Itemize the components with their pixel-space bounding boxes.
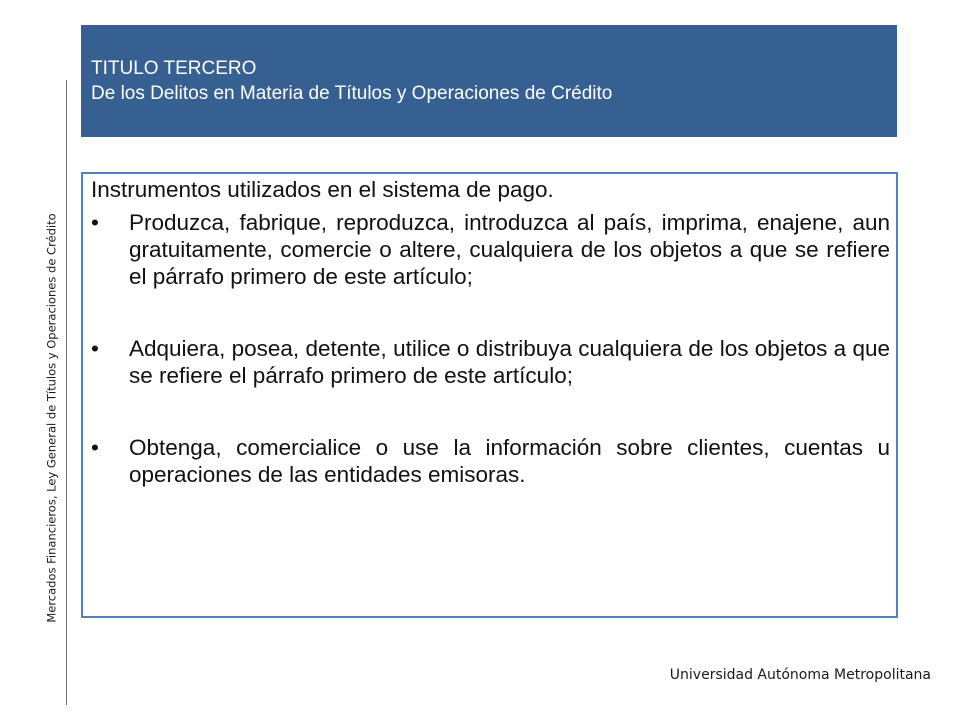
bullet-text: Obtenga, comercialice o use la información sobre clientes, cuentas u operaciones de las entidades emisoras. bbox=[129, 435, 890, 487]
footer-university: Universidad Autónoma Metropolitana bbox=[669, 667, 931, 683]
bullet-marker: • bbox=[91, 210, 99, 235]
content-box bbox=[81, 172, 898, 618]
intro-text: Instrumentos utilizados en el sistema de pago. bbox=[91, 177, 554, 202]
bullet-marker: • bbox=[91, 336, 99, 361]
bullet-item bbox=[91, 335, 890, 389]
header-title: TITULO TERCERO bbox=[91, 58, 257, 79]
bullet-text: Adquiera, posea, detente, utilice o distribuya cualquiera de los objetos a que se refiere el párrafo primero de este artículo; bbox=[129, 336, 890, 388]
header-subtitle: De los Delitos en Materia de Títulos y Operaciones de Crédito bbox=[91, 83, 613, 104]
bullet-item bbox=[91, 434, 890, 488]
side-divider bbox=[66, 80, 67, 705]
bullet-item bbox=[91, 209, 890, 290]
bullet-text: Produzca, fabrique, reproduzca, introduzca al país, imprima, enajene, aun gratuitamente, comercie o altere, cualquiera de los objetos a que se refiere el párrafo primero de este artículo; bbox=[129, 210, 890, 289]
side-label bbox=[40, 148, 64, 688]
slide-header bbox=[81, 25, 897, 137]
side-label-text: Mercados Financieros, Ley General de Títulos y Operaciones de Crédito bbox=[45, 213, 60, 623]
bullet-marker: • bbox=[91, 435, 99, 460]
